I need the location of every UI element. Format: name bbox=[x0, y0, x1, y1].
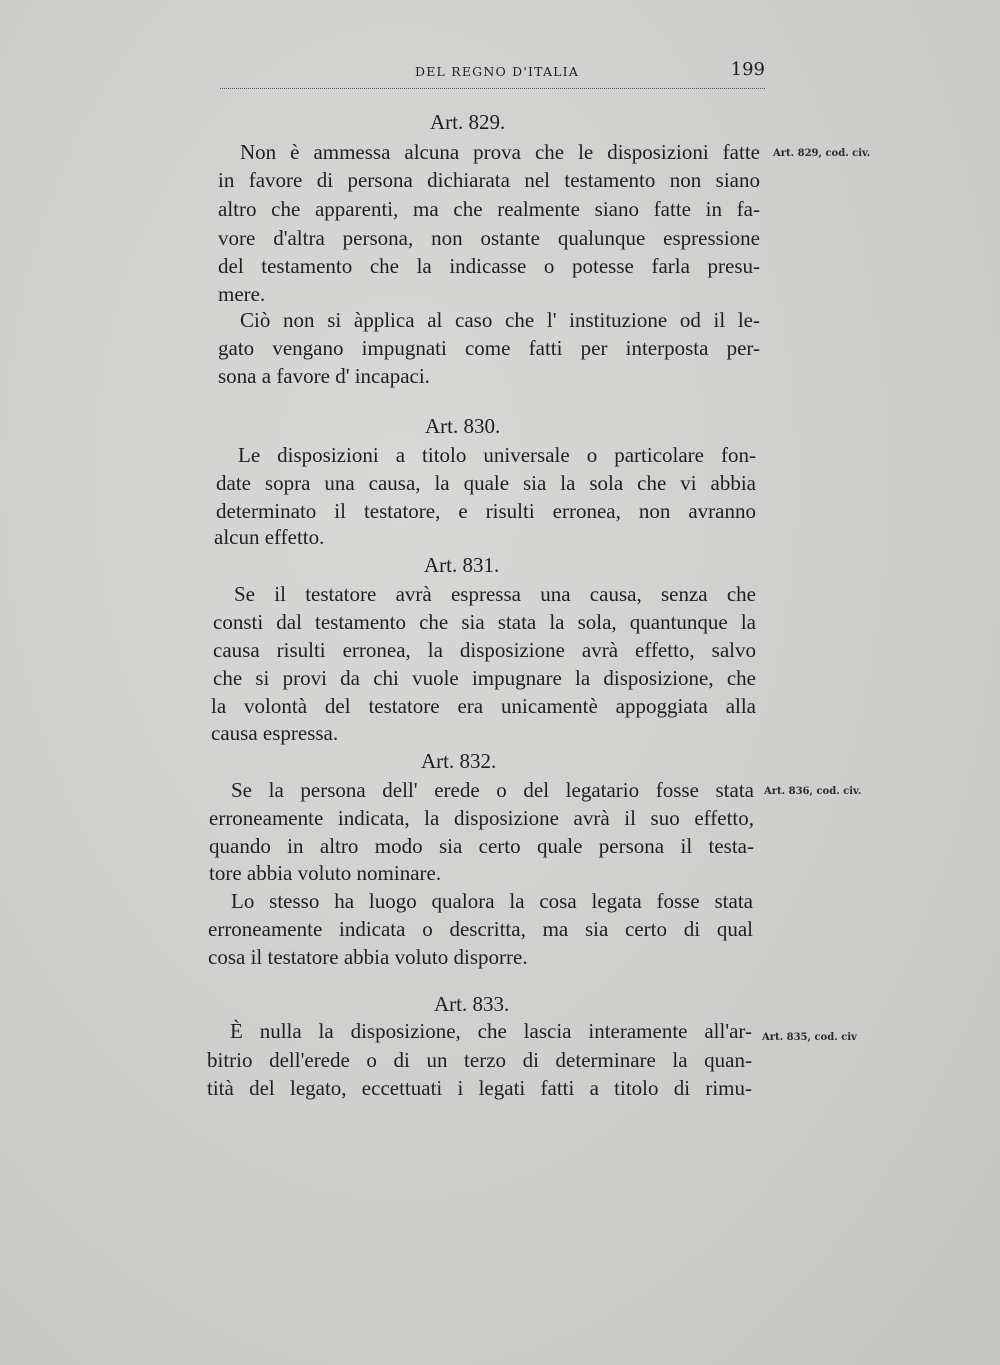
article-830-line: date sopra una causa, la quale sia la sola che vi abbia bbox=[216, 471, 756, 495]
article-829-line: Ciò non si àpplica al caso che l' instituzione od il le- bbox=[240, 308, 760, 332]
article-831-line: la volontà del testatore era unicamentè appoggiata alla bbox=[211, 694, 756, 718]
article-832-heading: Art. 832. bbox=[421, 749, 497, 773]
article-831-line: Se il testatore avrà espressa una causa, senza che bbox=[234, 582, 756, 606]
article-832-line: erroneamente indicata o descritta, ma sia certo di qual bbox=[208, 917, 753, 941]
running-title: DEL REGNO D'ITALIA bbox=[415, 64, 580, 79]
article-829-margin-note: Art. 829, cod. civ. bbox=[773, 148, 871, 159]
article-830-heading: Art. 830. bbox=[425, 414, 501, 438]
article-833-heading: Art. 833. bbox=[434, 992, 510, 1016]
article-833-margin-note: Art. 835, cod. civ bbox=[762, 1032, 857, 1043]
article-832-line: Lo stesso ha luogo qualora la cosa legata fosse stata bbox=[231, 889, 753, 913]
article-829-line: altro che apparenti, ma che realmente siano fatte in fa- bbox=[218, 197, 760, 221]
article-832-margin-note: Art. 836, cod. civ. bbox=[764, 786, 862, 797]
article-833-line: È nulla la disposizione, che lascia interamente all'ar- bbox=[230, 1019, 752, 1043]
article-829-line: gato vengano impugnati come fatti per interposta per- bbox=[218, 336, 760, 360]
article-833-line: bitrio dell'erede o di un terzo di determinare la quan- bbox=[207, 1048, 752, 1072]
article-831-line: che si provi da chi vuole impugnare la disposizione, che bbox=[213, 666, 756, 690]
article-830-line: Le disposizioni a titolo universale o particolare fon- bbox=[238, 443, 756, 467]
article-830-line: determinato il testatore, e risulti erronea, non avranno bbox=[216, 499, 756, 523]
article-829-line: in favore di persona dichiarata nel testamento non siano bbox=[218, 168, 760, 192]
article-832-line: cosa il testatore abbia voluto disporre. bbox=[208, 945, 528, 969]
article-831-line: causa risulti erronea, la disposizione avrà effetto, salvo bbox=[213, 638, 756, 662]
article-832-line: erroneamente indicata, la disposizione avrà il suo effetto, bbox=[209, 806, 754, 830]
article-831-line: causa espressa. bbox=[211, 721, 339, 745]
article-831-heading: Art. 831. bbox=[424, 553, 500, 577]
article-829-line: mere. bbox=[218, 282, 266, 306]
article-830-line: alcun effetto. bbox=[214, 525, 325, 549]
article-831-line: consti dal testamento che sia stata la sola, quantunque la bbox=[213, 610, 756, 634]
article-829-heading: Art. 829. bbox=[430, 110, 506, 134]
article-829-line: sona a favore d' incapaci. bbox=[218, 364, 430, 388]
article-832-line: tore abbia voluto nominare. bbox=[209, 861, 442, 885]
page-header bbox=[220, 58, 765, 89]
article-832-line: Se la persona dell' erede o del legatario fosse stata bbox=[231, 778, 754, 802]
article-832-line: quando in altro modo sia certo quale persona il testa- bbox=[209, 834, 754, 858]
article-833-line: tità del legato, eccettuati i legati fatti a titolo di rimu- bbox=[207, 1076, 752, 1100]
article-829-line: del testamento che la indicasse o potesse farla presu- bbox=[218, 254, 760, 278]
page-number: 199 bbox=[730, 59, 765, 80]
article-829-line: Non è ammessa alcuna prova che le disposizioni fatte bbox=[240, 140, 760, 164]
article-829-line: vore d'altra persona, non ostante qualunque espressione bbox=[218, 226, 760, 250]
